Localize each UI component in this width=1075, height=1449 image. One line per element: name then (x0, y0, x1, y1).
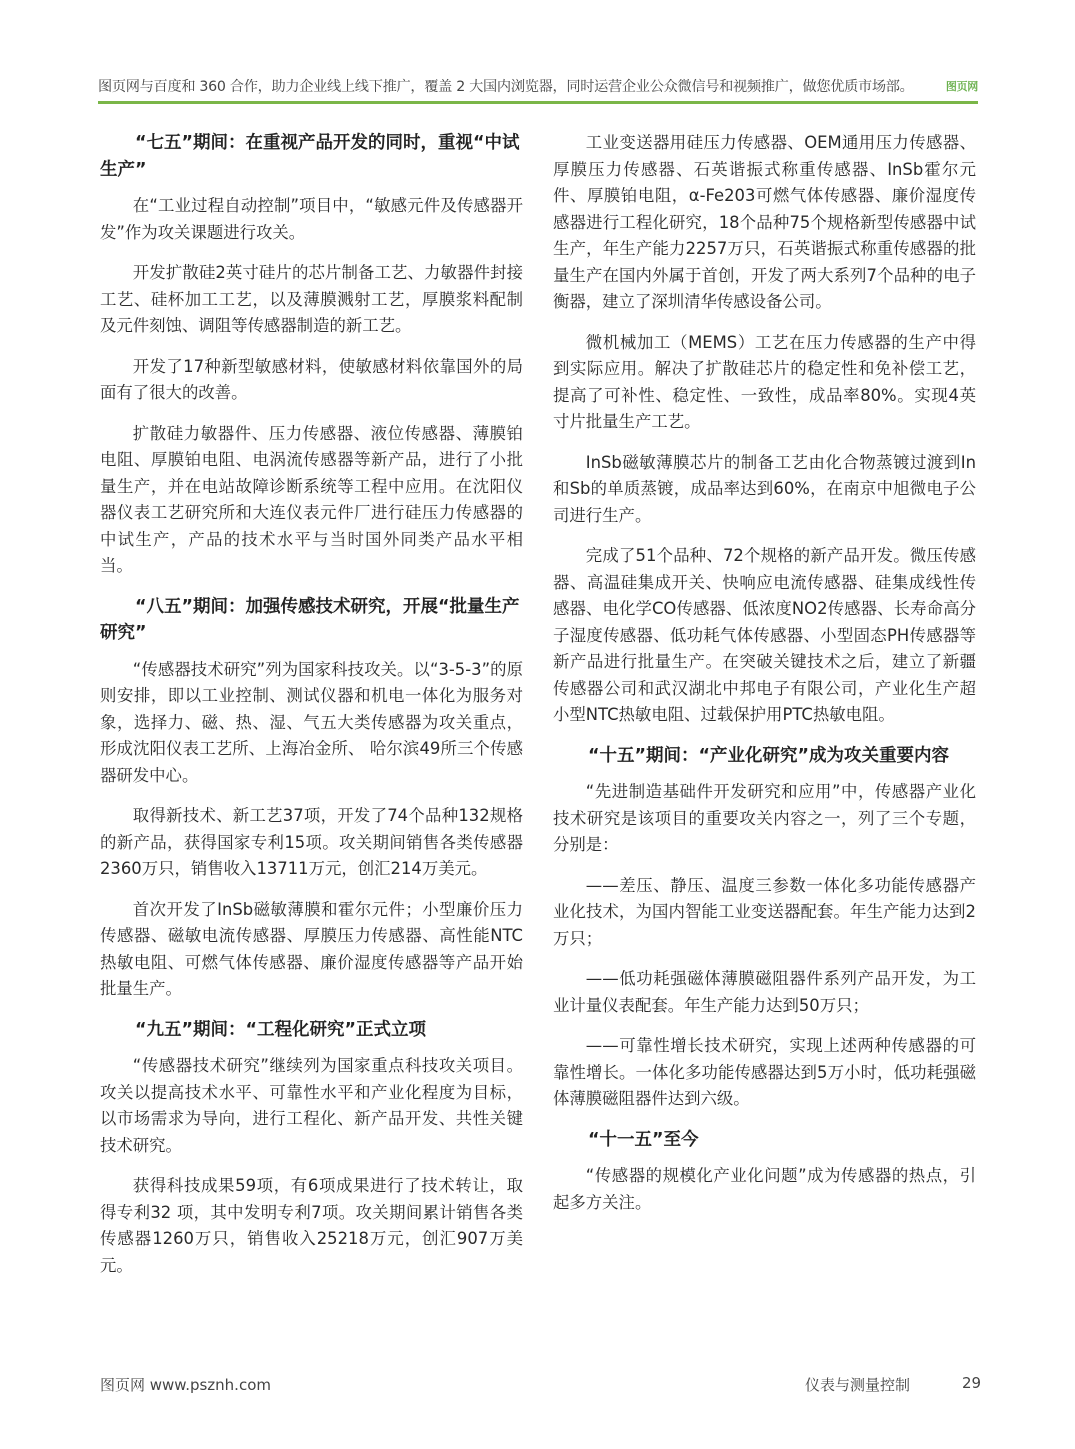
header-banner (98, 76, 978, 98)
paragraph: “先进制造基础件开发研究和应用”中，传感器产业化技术研究是该项目的重要攻关内容之一，列了三个专题，分别是： (553, 782, 976, 854)
paragraph: 扩散硅力敏器件、压力传感器、液位传感器、薄膜铂电阻、厚膜铂电阻、电涡流传感器等新产品，进行了小批量生产，并在电站故障诊断系统等工程中应用。在沈阳仪器仪表工艺研究所和大连仪表元件厂进行硅压力传感器的中试生产，产品的技术水平与当时国外同类产品水平相当。 (100, 423, 523, 575)
right-column (553, 130, 976, 1230)
paragraph: 微机械加工（MEMS）工艺在压力传感器的生产中得到实际应用。解决了扩散硅芯片的稳定性和免补偿工艺，提高了可补性、稳定性、一致性，成品率80%。实现4英寸片批量生产工艺。 (553, 332, 976, 431)
paragraph: InSb磁敏薄膜芯片的制备工艺由化合物蒸镀过渡到In和Sb的单质蒸镀，成品率达到60%，在南京中旭微电子公司进行生产。 (553, 452, 976, 525)
section-heading: “十一五”至今 (588, 1129, 699, 1150)
footer-journal: 仪表与测量控制 (805, 1376, 911, 1394)
footer-site: 图页网 www.psznh.com (100, 1376, 271, 1394)
paragraph: ——差压、静压、温度三参数一体化多功能传感器产业化技术，为国内智能工业变送器配套。年生产能力达到2万只； (553, 875, 976, 948)
paragraph: ——可靠性增长技术研究，实现上述两种传感器的可靠性增长。一体化多功能传感器达到5万小时，低功耗强磁体薄膜磁阻器件达到六级。 (553, 1036, 976, 1108)
paragraph: “传感器的规模化产业化问题”成为传感器的热点，引起多方关注。 (553, 1166, 976, 1212)
section-heading: “七五”期间：在重视产品开发的同时，重视“中试生产” (100, 133, 520, 180)
paragraph: “传感器技术研究”列为国家科技攻关。以“3-5-3”的原则安排，即以工业控制、测试仪器和机电一体化为服务对象，选择力、磁、热、湿、气五大类传感器为攻关重点，形成沈阳仪表工艺所、上海冶金所、 哈尔滨49所三个传感器研发中心。 (100, 659, 523, 785)
paragraph: 在“工业过程自动控制”项目中，“敏感元件及传感器开发”作为攻关课题进行攻关。 (100, 196, 523, 242)
banner-text: 图页网与百度和 360 合作，助力企业线上线下推广，覆盖 2 大国内浏览器，同时运营企业公众微信号和视频推广，做您优质市场部。 (98, 79, 914, 95)
paragraph: 开发了17种新型敏感材料，使敏感材料依靠国外的局面有了很大的改善。 (100, 356, 523, 402)
site-logo: 图页网 (942, 78, 978, 94)
left-column (100, 130, 523, 1293)
header-divider (98, 101, 978, 104)
paragraph: 完成了51个品种、72个规格的新产品开发。微压传感器、高温硅集成开关、快响应电流传感器、硅集成线性传感器、电化学CO传感器、低浓度NO2传感器、长寿命高分子湿度传感器、低功耗气体传感器、小型固态PH传感器等新产品进行批量生产。在突破关键技术之后，建立了新疆传感器公司和武汉湖北中邦电子有限公司，产业化生产超小型NTC热敏电阻、过载保护用PTC热敏电阻。 (553, 546, 976, 724)
section-heading: “八五”期间：加强传感技术研究，开展“批量生产研究” (100, 596, 520, 643)
paragraph: 取得新技术、新工艺37项，开发了74个品种132规格的新产品，获得国家专利15项。攻关期间销售各类传感器2360万只，销售收入13711万元，创汇214万美元。 (100, 806, 523, 878)
section-heading: “九五”期间：“工程化研究”正式立项 (135, 1019, 427, 1040)
paragraph: “传感器技术研究”继续列为国家重点科技攻关项目。攻关以提高技术水平、可靠性水平和产业化程度为目标，以市场需求为导向，进行工程化、新产品开发、共性关键技术研究。 (100, 1056, 523, 1155)
paragraph: 工业变送器用硅压力传感器、OEM通用压力传感器、厚膜压力传感器、石英谐振式称重传感器、InSb霍尔元件、厚膜铂电阻，α-Fe203可燃气体传感器、廉价湿度传感器进行工程化研究，18个品种75个规格新型传感器中试生产，年生产能力2257万只，石英谐振式称重传感器的批量生产在国内外属于首创，开发了两大系列7个品种的电子衡器，建立了深圳清华传感设备公司。 (553, 133, 976, 311)
section-heading: “十五”期间：“产业化研究”成为攻关重要内容 (588, 745, 950, 766)
paragraph: ——低功耗强磁体薄膜磁阻器件系列产品开发，为工业计量仪表配套。年生产能力达到50万只； (553, 969, 976, 1015)
page-number: 29 (962, 1374, 982, 1392)
paragraph: 首次开发了InSb磁敏薄膜和霍尔元件；小型廉价压力传感器、磁敏电流传感器、厚膜压力传感器、高性能NTC热敏电阻、可燃气体传感器、廉价湿度传感器等产品开始批量生产。 (100, 899, 523, 998)
paragraph: 开发扩散硅2英寸硅片的芯片制备工艺、力敏器件封接工艺、硅杯加工工艺，以及薄膜溅射工艺，厚膜浆料配制及元件刻蚀、调阻等传感器制造的新工艺。 (100, 263, 523, 335)
paragraph: 获得科技成果59项，有6项成果进行了技术转让，取得专利32 项，其中发明专利7项。攻关期间累计销售各类传感器1260万只，销售收入25218万元，创汇907万美元。 (100, 1176, 523, 1275)
